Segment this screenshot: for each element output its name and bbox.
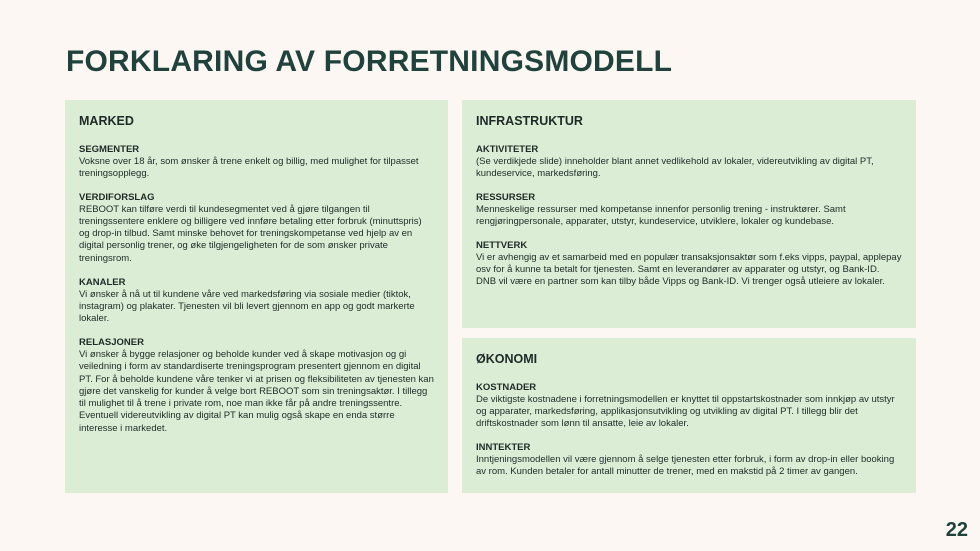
section-text: De viktigste kostnadene i forretningsmodellen er knyttet til oppstartskostnader som innkjøp av utstyr og apparater, markedsføring, applikasjonsutvikling og utvikling av digital PT. I tillegg blir det driftskostnader som lønn til ansatte, leie av lokaler. <box>476 393 895 430</box>
section-verdiforslag <box>79 192 434 265</box>
panel-heading: INFRASTRUKTUR <box>476 114 583 128</box>
section-text: REBOOT kan tilføre verdi til kundesegmentet ved å gjøre tilgangen til treningssentere enklere og billigere ved innføre betaling etter forbruk (minuttspris) og drop-in tilbud. Samt minske behovet for treningskompetanse ved hjelp av en digital personlig trener, og øke tilgjengeligheten for de som ønsker private treningsrom. <box>79 203 422 264</box>
section-text: Menneskelige ressurser med kompetanse innenfor personlig trening - instruktører. Samt rengjøringpersonale, apparater, utstyr, kundeservice, utviklere, lokaler og kundebase. <box>476 203 846 227</box>
slide-title: FORKLARING AV FORRETNINGSMODELL <box>66 45 673 78</box>
section-aktiviteter <box>476 144 902 180</box>
section-text: Vi er avhengig av et samarbeid med en populær transaksjonsaktør som f.eks vipps, paypal, applepay osv for å kunne ta betalt for tjenesten. Samt en leverandører av apparater og utstyr, og Bank-ID. DNB vil være en partner som kan tilby både Vipps og Bank-ID. Vi trenger også utleiere av lokaler. <box>476 251 902 288</box>
section-label: NETTVERK <box>476 240 528 252</box>
panel-heading: MARKED <box>79 114 134 128</box>
section-label: KOSTNADER <box>476 382 537 393</box>
section-relasjoner <box>79 337 434 435</box>
section-text: Inntjeningsmodellen vil være gjennom å selge tjenesten etter forbruk, i form av drop-in eller booking av rom. Kunden betaler for antall minutter de trener, med en makstid på 2 timer av gangen. <box>476 453 895 478</box>
section-text: (Se verdikjede slide) inneholder blant annet vedlikehold av lokaler, videreutvikling av digital PT, kundeservice, markedsføring. <box>476 155 874 179</box>
section-text: Vi ønsker å nå ut til kundene våre ved markedsføring via sosiale medier (tiktok, instagram) og plakater. Tjenesten vil bli levert gjennom en app og godt markerte lokaler. <box>79 288 415 325</box>
page-number: 22 <box>945 519 968 541</box>
section-label: AKTIVITETER <box>476 144 539 155</box>
section-text: Vi ønsker å bygge relasjoner og beholde kunder ved å skape motivasjon og gi veiledning i form av standardiserte treningsprogram presentert gjennom en digital PT. For å beholde kundene våre tenker vi at prisen og fleksibiliteten av tjenesten kan gjøre det vanskelig for kunder å velge bort REBOOT som sin treningsaktør. I tillegg til mulighet til å trene i private rom, noe man ikke får på andre treningssentre. Eventuell videreutvikling av digital PT kan mulig også skape en enda større interesse i markedet. <box>79 348 434 434</box>
section-label: VERDIFORSLAG <box>79 192 155 204</box>
section-label: RESSURSER <box>476 192 536 204</box>
section-kostnader <box>476 382 902 430</box>
section-label: KANALER <box>79 277 126 289</box>
section-text: Voksne over 18 år, som ønsker å trene enkelt og billig, med mulighet for tilpasset treningsopplegg. <box>79 155 419 179</box>
section-nettverk <box>476 240 902 288</box>
panel-marked <box>65 100 448 493</box>
section-ressurser <box>476 192 902 228</box>
section-label: RELASJONER <box>79 337 144 349</box>
section-label: INNTEKTER <box>476 442 531 454</box>
panel-okonomi <box>462 338 916 493</box>
section-inntekter <box>476 442 902 478</box>
section-label: SEGMENTER <box>79 144 140 155</box>
section-kanaler <box>79 277 434 325</box>
panel-heading: ØKONOMI <box>476 352 538 366</box>
section-segmenter <box>79 144 434 180</box>
panel-infrastruktur <box>462 100 916 328</box>
